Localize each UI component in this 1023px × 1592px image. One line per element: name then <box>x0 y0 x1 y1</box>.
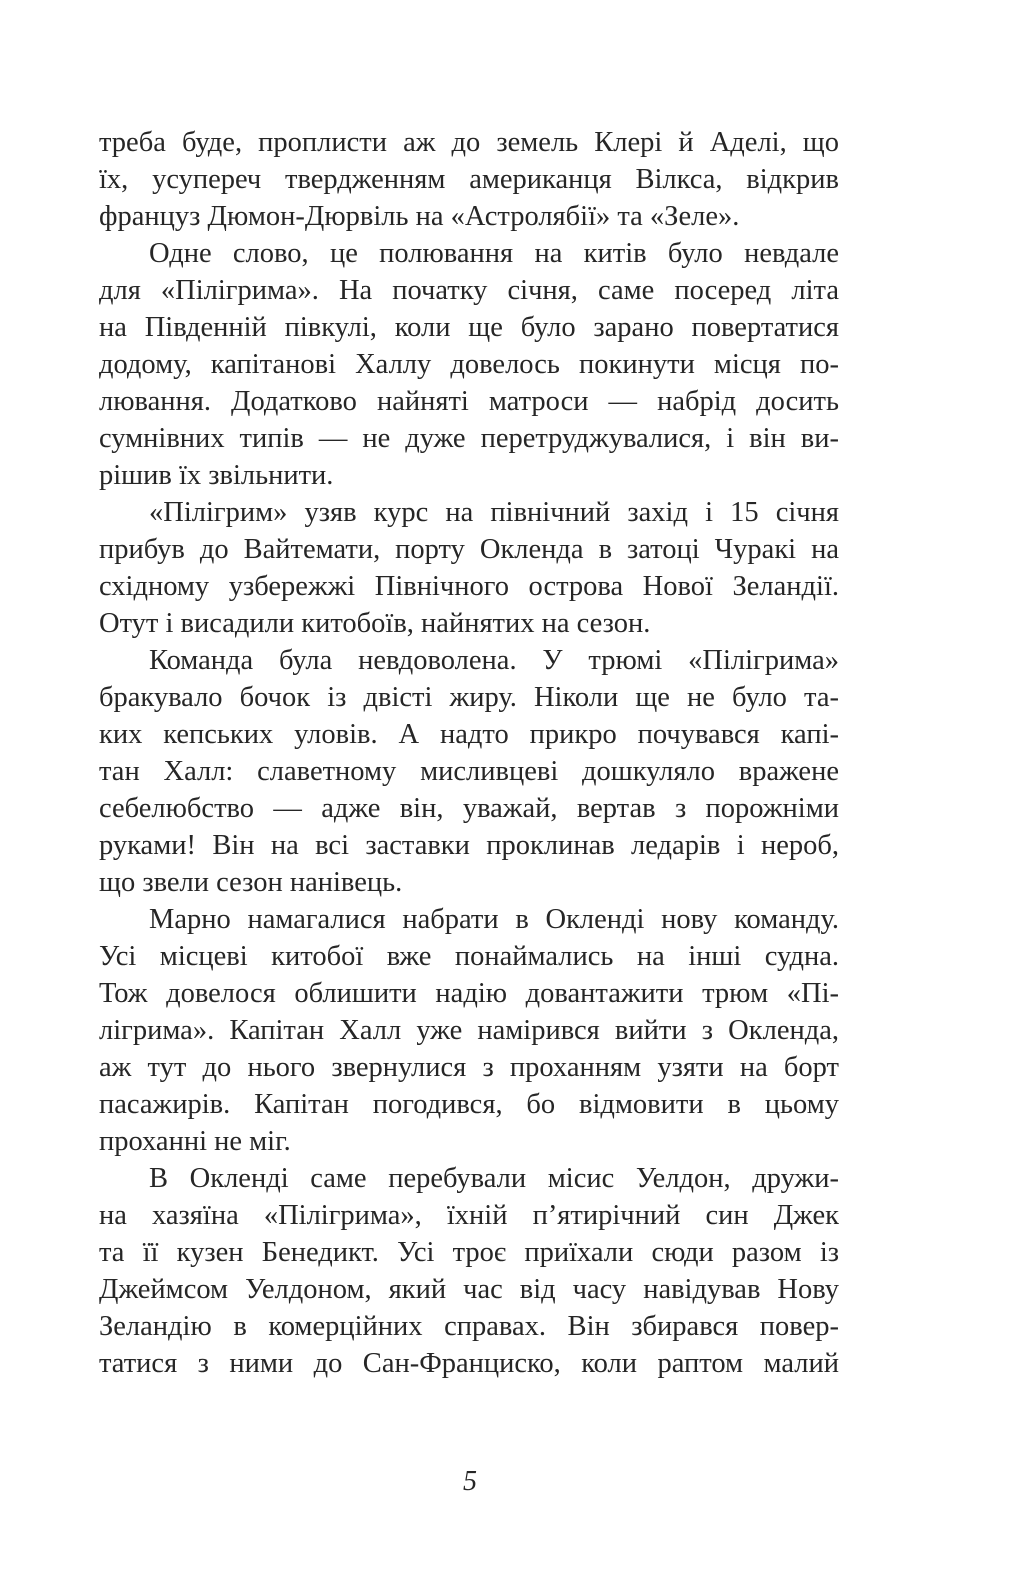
text-line: лювання. Додатково найняті матроси — набрід досить <box>99 386 839 417</box>
text-line: тан Халл: славетному мисливцеві дошкуляло вражене <box>99 756 839 787</box>
text-line: ких кепських уловів. А надто прикро почувався капі- <box>99 719 839 750</box>
text-line: В Окленді саме перебували місис Уелдон, дружи- <box>149 1163 839 1194</box>
text-line: Зеландію в комерційних справах. Він збирався повер- <box>99 1311 839 1342</box>
text-line: бракувало бочок із двісті жиру. Ніколи ще не було та- <box>99 682 839 713</box>
text-line: рішив їх звільнити. <box>99 460 334 491</box>
text-line: Усі місцеві китобої вже понаймались на інші судна. <box>99 941 839 972</box>
text-line: Одне слово, це полювання на китів було невдале <box>149 238 839 269</box>
text-line: прибув до Вайтемати, порту Окленда в затоці Чуракі на <box>99 534 839 565</box>
text-line: Отут і висадили китобоїв, найнятих на сезон. <box>99 608 651 639</box>
text-line: Команда була невдоволена. У трюмі «Пілігрима» <box>149 645 839 676</box>
text-line: «Пілігрим» узяв курс на північний захід і 15 січня <box>149 497 839 528</box>
text-line: француз Дюмон-Дюрвіль на «Астролябії» та «Зеле». <box>99 201 740 232</box>
text-line: Джеймсом Уелдоном, який час від часу навідував Нову <box>99 1274 839 1305</box>
text-line: татися з ними до Сан-Франциско, коли раптом малий <box>99 1348 839 1379</box>
text-line: сумнівних типів — не дуже перетруджувалися, і він ви- <box>99 423 839 454</box>
paragraph <box>99 642 839 901</box>
paragraph <box>99 124 839 235</box>
text-line: для «Пілігрима». На початку січня, саме посеред літа <box>99 275 839 306</box>
text-line: на Південній півкулі, коли ще було зарано повертатися <box>99 312 839 343</box>
text-line: їх, усупереч твердженням американця Вілкса, відкрив <box>99 164 839 195</box>
text-line: себелюбство — адже він, уважай, вертав з порожніми <box>99 793 839 824</box>
text-line: та її кузен Бенедикт. Усі троє приїхали сюди разом із <box>99 1237 839 1268</box>
text-line: пасажирів. Капітан погодився, бо відмовити в цьому <box>99 1089 839 1120</box>
paragraph <box>99 901 839 1160</box>
text-line: Тож довелося облишити надію довантажити трюм «Пі- <box>99 978 839 1009</box>
text-line: додому, капітанові Халлу довелось покинути місця по- <box>99 349 839 380</box>
text-line: проханні не міг. <box>99 1126 291 1157</box>
body-text <box>99 124 839 1382</box>
text-line: на хазяїна «Пілігрима», їхній п’ятирічний син Джек <box>99 1200 839 1231</box>
text-line: що звели сезон нанівець. <box>99 867 403 898</box>
paragraph <box>99 235 839 494</box>
text-line: лігрима». Капітан Халл уже намірився вийти з Окленда, <box>99 1015 839 1046</box>
text-line: Марно намагалися набрати в Окленді нову команду. <box>149 904 839 935</box>
text-line: треба буде, проплисти аж до земель Клері й Аделі, що <box>99 127 839 158</box>
text-line: східному узбережжі Північного острова Нової Зеландії. <box>99 571 839 602</box>
paragraph <box>99 494 839 642</box>
page-number: 5 <box>463 1466 477 1497</box>
text-line: руками! Він на всі заставки проклинав ледарів і нероб, <box>99 830 839 861</box>
paragraph <box>99 1160 839 1382</box>
text-line: аж тут до нього звернулися з проханням узяти на борт <box>99 1052 839 1083</box>
